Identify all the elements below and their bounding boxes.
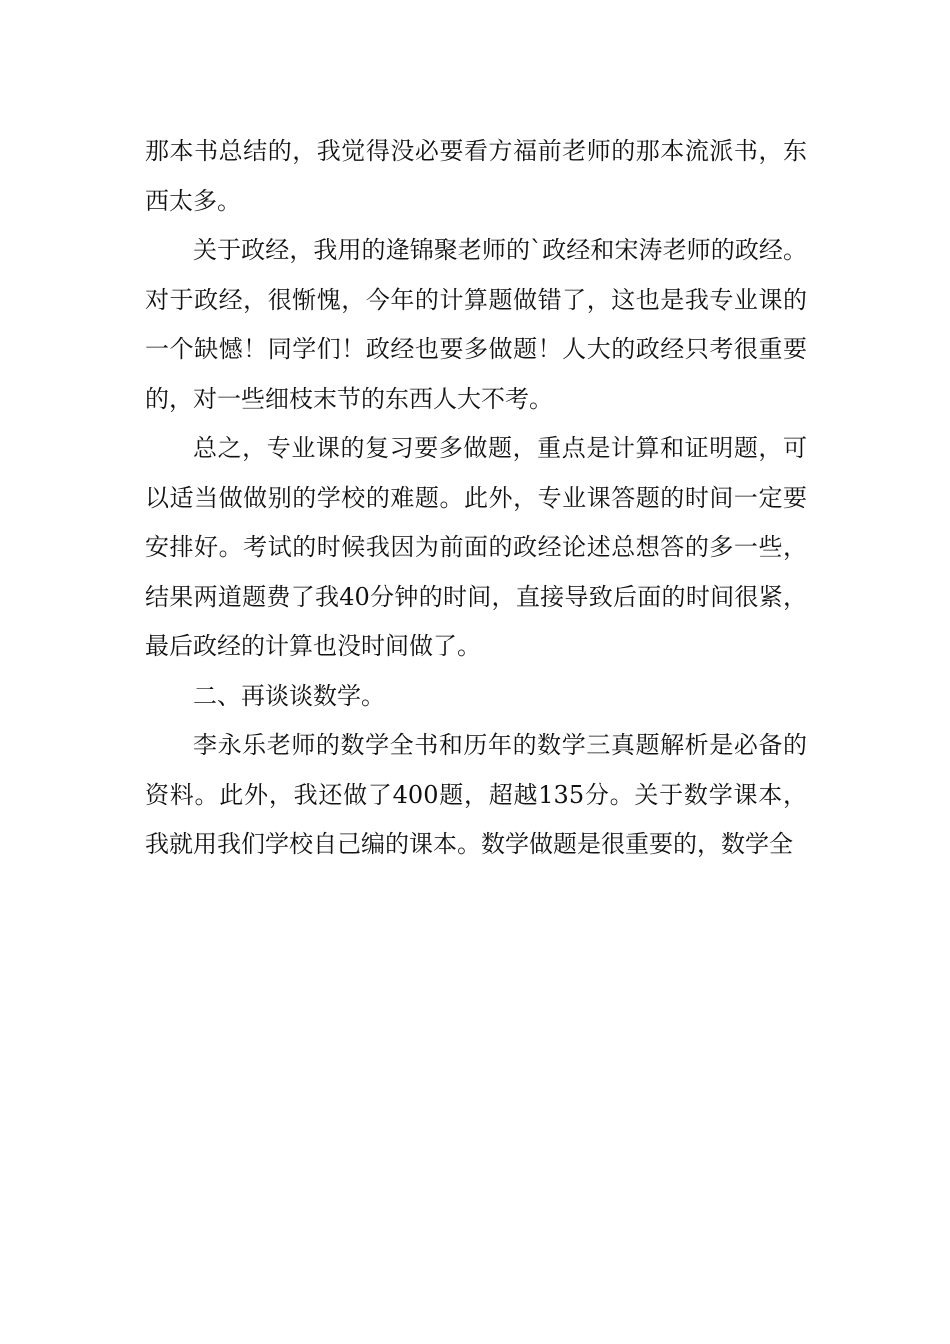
paragraph-5: 李永乐老师的数学全书和历年的数学三真题解析是必备的资料。此外，我还做了400题，超越135分。关于数学课本，我就用我们学校自己编的课本。数学做题是很重要的，数学全 (145, 731, 807, 858)
paragraph-3: 总之，专业课的复习要多做题，重点是计算和证明题，可以适当做做别的学校的难题。此外，专业课答题的时间一定要安排好。考试的时候我因为前面的政经论述总想答的多一些，结果两道题费了我40分钟的时间，直接导致后面的时间很紧，最后政经的计算也没时间做了。 (145, 434, 807, 660)
paragraph-2: 关于政经，我用的逄锦聚老师的`政经和宋涛老师的政经。对于政经，很惭愧，今年的计算题做错了，这也是我专业课的一个缺憾！同学们！政经也要多做题！人大的政经只考很重要的，对一些细枝末节的东西人大不考。 (145, 236, 807, 413)
document-body (145, 127, 807, 870)
section-heading-math: 二、再谈谈数学。 (193, 681, 385, 710)
paragraph-1: 那本书总结的，我觉得没必要看方福前老师的那本流派书，东西太多。 (145, 137, 807, 215)
